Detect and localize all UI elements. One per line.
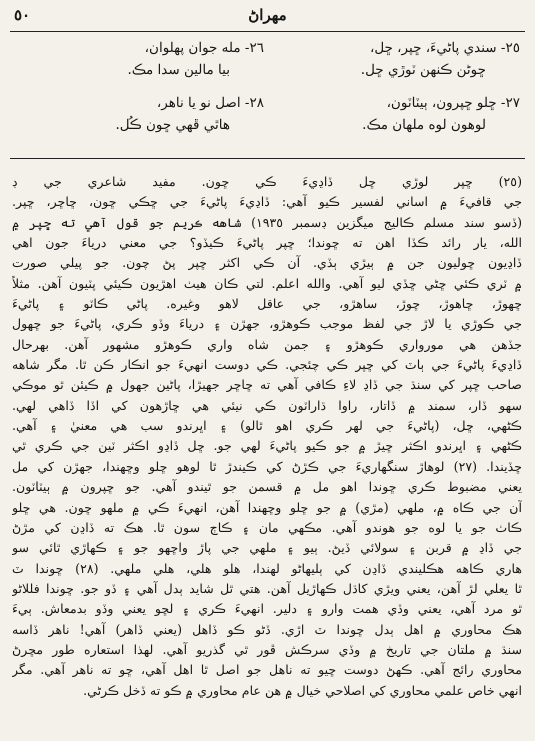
commentary-line: ڪڻهي، ڇل، (پاڻيءَ جي لهر ڪري اهو ٿالو) ۽ اڀرندو سب هي معنيٰ ۽ آهي. <box>12 418 522 434</box>
commentary-line: سهو ڏار، سمند ۾ ڏاتار، راوا ڌاراٽون ڪي نيئي هي ڇاڙهون کي اڏا ڏاهي لهي. <box>12 397 522 413</box>
commentary-line: هڪ محاوري ۾ اهل ٻدل ڇوندا ٽ اڙي. ڏڻو ڪو ڏاهل (يعني ڏاهر) آهي! ناهر ڏاسه <box>12 621 522 637</box>
couplet-26 <box>14 37 264 81</box>
couplet-line: ڇوڻن ڪنهن ٽوڙي ڇل. <box>360 62 486 78</box>
commentary-line: ڏاڍيون ڇوليون جن ۾ ٻيڙي ٻڏي. آن ڪي اکثر ڇپر پڻ چون. جو پيلي صورت <box>12 255 522 271</box>
commentary-line: ڪڻهي ۽ اڀرندو اڪثر ڇيڙ ۾ جو ڪيو پاڻيءَ لهي جو. ڇل ڏاڍو اڪثر ٽين جي ڪري ٿي <box>12 438 522 454</box>
commentary-text <box>12 172 522 732</box>
commentary-line: ۾ ٽري ڪئي ڇڻي ڇڏي ليو آهي. والله اعلم. لتي ڪان هيٺ اهڙيون ڪيئي پٽيون آهن. مثلاً <box>12 275 522 291</box>
commentary-line: جڏهن هي مورواري ڪوهڙو ۽ جمن شاه واري ڪوهڙو مشهور آهن. بهرحال <box>12 336 522 352</box>
running-title: مهراڻ <box>248 6 287 24</box>
couplet-line: بيا مالين سدا مڪ. <box>127 62 230 78</box>
commentary-line: (ڏسو سند مسلم ڪاليج ميگزين ڊسمبر ١٩٣٥) شاهه ڪريم جو قول آهي ته ڇپر ۾ <box>12 214 522 230</box>
couplet-line: ٢٨- اصل نو يا ناهر، <box>156 95 264 111</box>
couplet-line: ٢٧- ڇلو ڇپرون، ٻيٽاٽون، <box>386 95 520 111</box>
commentary-line: ڪاٺ جو يا لوه جو هوندو آهي. مڪهي مان ۽ ڪاڄ سون ٿا. هڪ ته ڏاڍن کي مڙڻ <box>12 519 522 535</box>
couplet-line: ٢٥- سندي پاڻيءَ، ڇپر، ڇل، <box>369 40 520 56</box>
couplet-line: هاٿي ڦهي ڇون ڪُل. <box>115 117 230 133</box>
commentary-line: جي ڏاڍ ۾ قربن ۽ سولائي ڏيڻ. ٻيو ۽ ملهي جي پاڙ واڇهو جو ۽ ڪهاڙي ٿائي سو <box>12 540 522 556</box>
commentary-line: ڇڏيندا. (٢٧) لوهاڙ سنگهاريءَ جي ڪڙڻ کي ڪيندڙ ٿا لوهو ڇلو وڇهندا، جهڙن کي مل <box>12 458 522 474</box>
section-divider <box>10 158 525 159</box>
page-header <box>0 6 535 28</box>
commentary-line: صاحب ڇپر کي سنڌ جي ڏاڍ لاءِ ڪافي آهي ته ڇاڇر جهيڙا، پاڻين جهول ۾ ڪيئن ٿو موڪي <box>12 377 522 393</box>
header-rule <box>10 31 525 32</box>
commentary-line: جي قافيءَ ۾ اساني لفسير ڪيو آهي: ڏاڍيءَ پاڻيءَ جي ڇڪي ڇون، ڇاڇر، ڇپر. <box>12 194 522 210</box>
commentary-line: آن جي ڪاه ۾، ملهي (مڙي) ۾ جو ڇلو وڇهندا آهن، انهيءَ ڪي ۾ ملهو ڇون. هي ڇلو <box>12 499 522 515</box>
couplet-28 <box>14 92 264 136</box>
commentary-line: هاري ڪاهه هڪليندي ڏاڍن کي ٻليهاڻو لهندا، هلو هلي، هلي ملهي. (٢٨) ڇوندا ٽ <box>12 560 522 576</box>
commentary-line: جي ڪوڙي يا لاڙ جي لفظ موجب ڪوهڙو، جهڙن ۽ درياءَ وڏو ڪري، پاڻيءَ جو ڇهول <box>12 316 522 332</box>
couplet-block <box>14 37 520 155</box>
commentary-line: (٢٥) ڇپر لوڙي ڇل ڏاڍيءَ ڪي ڇون. مفيد شاعري جي ڊ <box>12 174 522 189</box>
commentary-line: يعني مضبوط ڪري ڇوندا اهو مل ۾ قسمن جو ٿيندو آهي. جو ڇپرون ۾ ٻيٽاٽون. <box>12 479 522 495</box>
couplet-line: ٢٦- مله جوان پهلوان، <box>144 40 264 56</box>
commentary-line: الله، يار رائد ڪڏا اهن ته ڇوندا؛ ڇپر پاڻيءَ ڪيڏو؟ جي معني درياءَ جون اهي <box>12 235 522 251</box>
commentary-paragraph <box>12 172 522 701</box>
commentary-line: محاوري رائج آهي. ڪهڻ دوست ڇيو ته ناهل جو اصل ٿا اهل آهي، ڇو ته ناهر آهي. مگر <box>12 662 522 678</box>
page-number: ٥٠ <box>14 6 31 24</box>
commentary-line: ٿا يعلي لڙ آهن، يعني ويڙي کاڌل ڪهاڙيل آهن. هتي ٿل شايد ٻدل آهي ۽ ڏو جو. ڇوندا فللاڻو <box>12 580 522 596</box>
couplet-line: لوهون لوه ملهان مڪ. <box>362 117 486 133</box>
commentary-line: سنڌ ۾ ملتان جي تاريخ ۾ وڏي سرڪش ڦور ٿي گذريو آهي. لهذا استعاره طور مڇرڻ <box>12 641 522 657</box>
commentary-line: ڏاڍيءَ پاڻيءَ جي ٻاٽ کي ڇپر ڪي چئجي. ڪي دوست انهيءَ جو انڪار ڪن ٿا. مگر شاهه <box>12 357 522 373</box>
commentary-line: انهي خاص علمي محاوري کي اصلاحي خيال ۾ هن عام محاوري ۾ ڪو ته ڏخل ڪرڻي. <box>83 682 522 698</box>
commentary-line: ڇهوڙ، ڇاهوڙ، ڇوڙ، ساهڙو، جي عاقل لاهو وغيره. پاڻي ڪاٽو ۽ پاڻيءَ <box>12 296 522 312</box>
couplet-25 <box>270 37 520 81</box>
commentary-line: ٿو مرد آهي، يعني وڏي همت وارو ۽ دلير. انهيءَ ڪري ۽ لڇو يعني وڏو بدمعاش. ٻيءَ <box>12 601 522 617</box>
couplet-27 <box>270 92 520 136</box>
